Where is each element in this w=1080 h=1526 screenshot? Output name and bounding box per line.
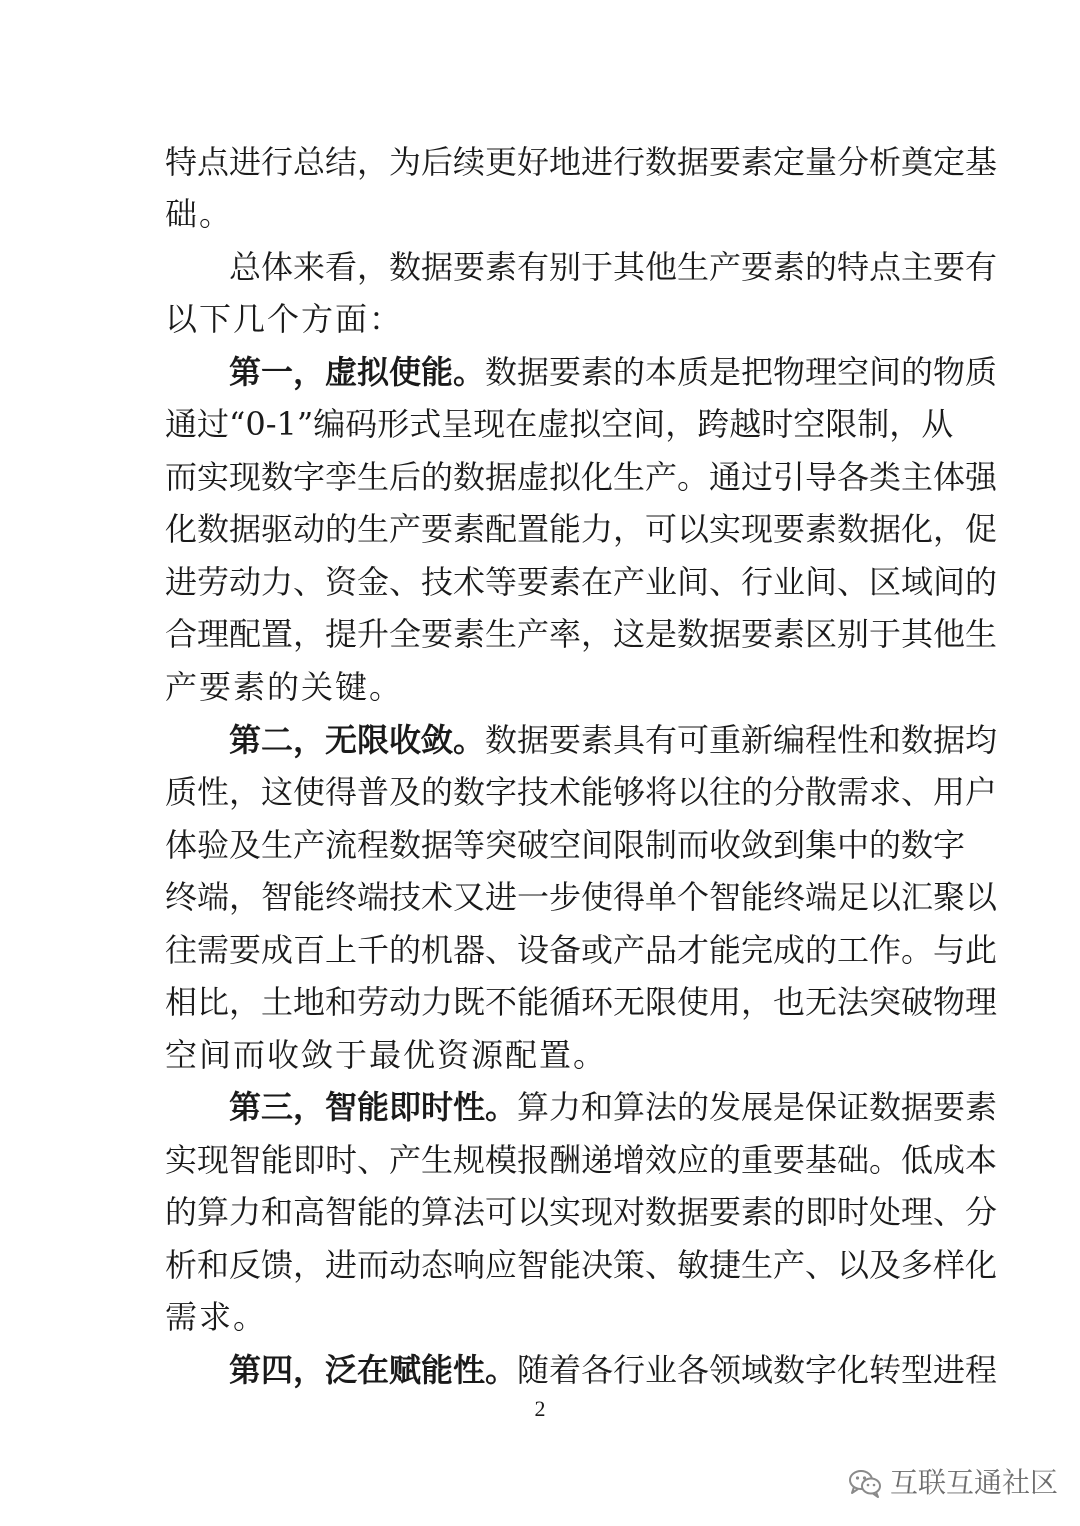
watermark (848, 1466, 1058, 1500)
text-line: 往需要成百上千的机器、设备或产品才能完成的工作。与此 (165, 931, 998, 969)
text-line: 体验及生产流程数据等突破空间限制而收敛到集中的数字 (165, 826, 966, 864)
text-line: 础。 (165, 195, 234, 233)
section-lead: 第二，无限收敛。 (229, 721, 486, 759)
paragraph-first-line (229, 1350, 998, 1390)
text-run: 算力和算法的发展是保证数据要素 (517, 1088, 998, 1126)
page-number: 2 (534, 1396, 546, 1421)
text-line: 质性，这使得普及的数字技术能够将以往的分散需求、用户 (165, 773, 998, 811)
text-line: 而实现数字孪生后的数据虚拟化生产。通过引导各类主体强 (165, 458, 998, 496)
text-run: 随着各行业各领域数字化转型进程 (517, 1351, 998, 1389)
section-lead: 第三，智能即时性。 (229, 1088, 518, 1126)
text-line: 需求。 (165, 1298, 268, 1336)
text-line: 合理配置，提升全要素生产率，这是数据要素区别于其他生 (165, 615, 998, 653)
text-line: 特点进行总结，为后续更好地进行数据要素定量分析奠定基 (165, 143, 998, 181)
text-line: 析和反馈，进而动态响应智能决策、敏捷生产、以及多样化 (165, 1246, 998, 1284)
text-line: 总体来看，数据要素有别于其他生产要素的特点主要有 (229, 248, 998, 286)
text-line: 实现智能即时、产生规模报酬递增效应的重要基础。低成本 (165, 1141, 998, 1179)
watermark-text: 互联互通社区 (890, 1466, 1059, 1499)
paragraph-first-line (229, 1087, 998, 1127)
text-line: 化数据驱动的生产要素配置能力，可以实现要素数据化，促 (165, 510, 998, 548)
text-line: 通过“0-1”编码形式呈现在虚拟空间，跨越时空限制，从 (165, 405, 954, 443)
text-line: 空间而收敛于最优资源配置。 (165, 1036, 608, 1074)
text-line: 的算力和高智能的算法可以实现对数据要素的即时处理、分 (165, 1193, 998, 1231)
text-line: 产要素的关键。 (165, 668, 404, 706)
text-line: 终端，智能终端技术又进一步使得单个智能终端足以汇聚以 (165, 878, 998, 916)
text-line: 进劳动力、资金、技术等要素在产业间、行业间、区域间的 (165, 563, 998, 601)
text-line: 相比，土地和劳动力既不能循环无限使用，也无法突破物理 (165, 983, 998, 1021)
paragraph-first-line (229, 352, 998, 392)
wechat-icon (848, 1468, 882, 1498)
paragraph-first-line (229, 720, 998, 760)
text-line: 以下几个方面： (165, 300, 404, 338)
text-run: 数据要素的本质是把物理空间的物质 (485, 353, 998, 391)
section-lead: 第四，泛在赋能性。 (229, 1351, 518, 1389)
text-run: 数据要素具有可重新编程性和数据均 (485, 721, 998, 759)
section-lead: 第一，虚拟使能。 (229, 353, 486, 391)
